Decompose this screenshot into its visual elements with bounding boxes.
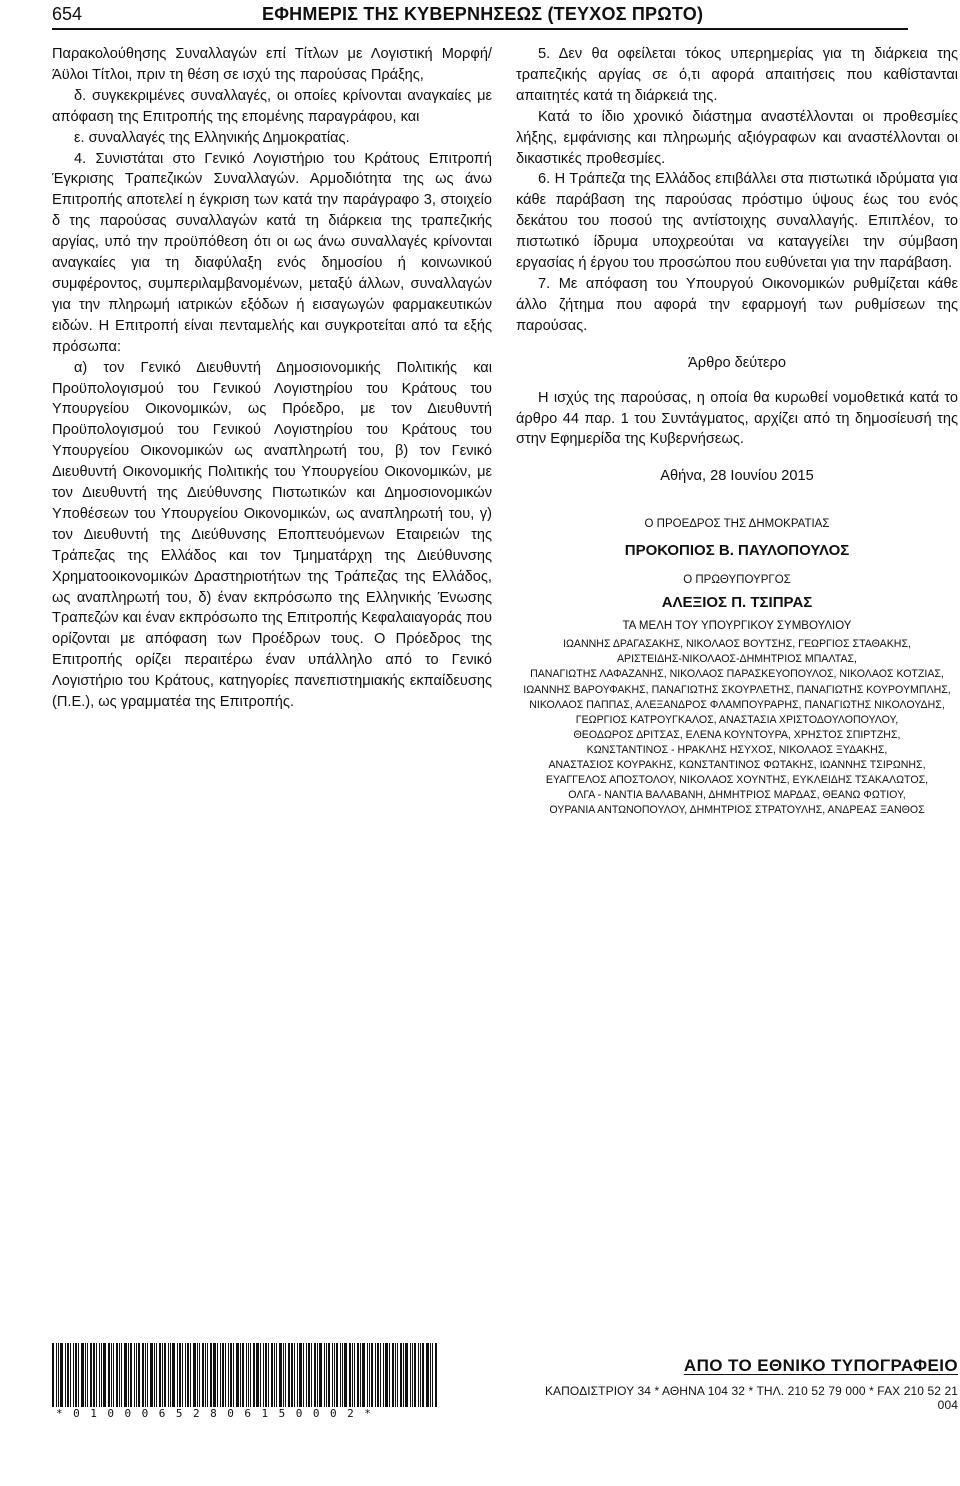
barcode-bar [418, 1343, 419, 1407]
barcode-bar [403, 1343, 404, 1407]
member-line: ΠΑΝΑΓΙΩΤΗΣ ΛΑΦΑΖΑΝΗΣ, ΝΙΚΟΛΑΟΣ ΠΑΡΑΣΚΕΥΟΠΟΥΛΟΣ, ΝΙΚΟΛΑΟΣ ΚΟΤΖΙΑΣ, [530, 668, 944, 681]
barcode-bar [103, 1343, 106, 1407]
barcode-bar [340, 1343, 341, 1407]
member-line: ΙΩΑΝΝΗΣ ΒΑΡΟΥΦΑΚΗΣ, ΠΑΝΑΓΙΩΤΗΣ ΣΚΟΥΡΛΕΤΗΣ, ΠΑΝΑΓΙΩΤΗΣ ΚΟΥΡΟΥΜΠΛΗΣ, [523, 683, 951, 696]
barcode-bar [85, 1343, 86, 1407]
barcode-bar [303, 1343, 304, 1407]
barcode-bar [371, 1343, 373, 1407]
barcode-bar [128, 1343, 129, 1407]
barcode-bar [385, 1343, 388, 1407]
barcode-bar [205, 1343, 206, 1407]
barcode-bar [311, 1343, 312, 1407]
barcode-bar [297, 1343, 298, 1407]
barcode-bar [121, 1343, 122, 1407]
barcode-bar [430, 1343, 431, 1407]
footer-title: ΑΠΟ ΤΟ ΕΘΝΙΚΟ ΤΥΠΟΓΡΑΦΕΙΟ [683, 1356, 958, 1375]
pm-title: Ο ΠΡΩΘΥΠΟΥΡΓΟΣ [683, 574, 791, 587]
barcode-bar [324, 1343, 325, 1407]
barcode-bar [56, 1343, 57, 1407]
barcode-bar [185, 1343, 186, 1407]
barcode-bar [268, 1343, 269, 1407]
barcode-bar [136, 1343, 137, 1407]
barcode-bar [336, 1343, 338, 1407]
member-line: ΓΕΩΡΓΙΟΣ ΚΑΤΡΟΥΓΚΑΛΟΣ, ΑΝΑΣΤΑΣΙΑ ΧΡΙΣΤΟΔΟΥΛΟΠΟΥΛΟΥ, [575, 713, 899, 726]
barcode-bar [199, 1343, 200, 1407]
barcode-bar [170, 1343, 171, 1407]
barcode-bar [65, 1343, 66, 1407]
barcode-bar [111, 1343, 112, 1407]
barcode-bar [164, 1343, 166, 1407]
barcode-bar [352, 1343, 353, 1407]
barcode-bar [168, 1343, 169, 1407]
barcode-bar [90, 1343, 92, 1407]
barcode-bar [154, 1343, 155, 1407]
date-place: Αθήνα, 28 Ιουνίου 2015 [660, 468, 814, 485]
cabinet-title: ΤΑ ΜΕΛΗ ΤΟΥ ΥΠΟΥΡΓΙΚΟΥ ΣΥΜΒΟΥΛΙΟΥ [622, 620, 852, 633]
barcode-bar [230, 1343, 232, 1407]
barcode-bar [93, 1343, 95, 1407]
barcode-bar [253, 1343, 255, 1407]
paragraph: 6. Η Τράπεζα της Ελλάδος επιβάλλει στα πιστωτικά ιδρύματα για κάθε παράβαση της παρούσας πρόστιμο ύψους έως του ενός δεκάτου του ποσού της αντίστοιχης συναλλαγής. Επιπλέον, το πιστωτικό ίδρυμα υποχρεούται να καταγγείλει την σύμβαση εργασίας ή έργου του προσώπου που ευθύνεται για την παράβαση. [516, 171, 958, 272]
barcode-bar [294, 1343, 295, 1407]
barcode-bar [222, 1343, 224, 1407]
barcode-bar [357, 1343, 359, 1407]
member-line: ΘΕΟΔΩΡΟΣ ΔΡΙΤΣΑΣ, ΕΛΕΝΑ ΚΟΥΝΤΟΥΡΑ, ΧΡΗΣΤΟΣ ΣΠΙΡΤΖΗΣ, [573, 728, 901, 741]
barcode-bar [108, 1343, 110, 1407]
barcode-bar [332, 1343, 333, 1407]
barcode-bar [288, 1343, 290, 1407]
member-line: ΑΝΑΣΤΑΣΙΟΣ ΚΟΥΡΑΚΗΣ, ΚΩΝΣΤΑΝΤΙΝΟΣ ΦΩΤΑΚΗΣ, ΙΩΑΝΝΗΣ ΤΣΙΡΩΝΗΣ, [548, 759, 926, 772]
barcode-bar [354, 1343, 355, 1407]
barcode-bar [432, 1343, 433, 1407]
barcode-bar [412, 1343, 413, 1407]
barcode-bar [172, 1343, 175, 1407]
barcode-bar [260, 1343, 261, 1407]
barcode-bar [369, 1343, 370, 1407]
barcode-bar [96, 1343, 97, 1407]
barcode-bar [306, 1343, 307, 1407]
barcode-bar [263, 1343, 264, 1407]
footer-address: ΚΑΠΟΔΙΣΤΡΙΟΥ 34 * ΑΘΗΝΑ 104 32 * ΤΗΛ. 210 52 79 000 * FAX 210 52 21 004 [544, 1384, 958, 1412]
barcode-bar [220, 1343, 221, 1407]
member-line: ΟΥΡΑΝΙΑ ΑΝΤΩΝΟΠΟΥΛΟΥ, ΔΗΜΗΤΡΙΟΣ ΣΤΡΑΤΟΥΛΗΣ, ΑΝΔΡΕΑΣ ΞΑΝΘΟΣ [549, 804, 925, 817]
member-line: ΑΡΙΣΤΕΙΔΗΣ-ΝΙΚΟΛΑΟΣ-ΔΗΜΗΤΡΙΟΣ ΜΠΑΛΤΑΣ, [616, 653, 857, 666]
member-line: ΝΙΚΟΛΑΟΣ ΠΑΠΠΑΣ, ΑΛΕΞΑΝΔΡΟΣ ΦΛΑΜΠΟΥΡΑΡΗΣ, ΠΑΝΑΓΙΩΤΗΣ ΝΙΚΟΛΟΥΔΗΣ, [529, 698, 945, 711]
barcode-bar [177, 1343, 178, 1407]
paragraph: δ. συγκεκριμένες συναλλαγές, οι οποίες κρίνονται αναγκαίες με απόφαση της Επιτροπής της επομένης παραγράφου, και [52, 87, 492, 125]
barcode-bar [426, 1343, 429, 1407]
paragraph: Παρακολούθησης Συναλλαγών επί Τίτλων με Λογιστική Μορφή/Άϋλοι Τίτλοι, πριν τη θέση σε ισχύ της παρούσας Πράξης, [52, 46, 492, 83]
barcode-bar [52, 1343, 54, 1407]
barcode-bar [101, 1343, 102, 1407]
barcode [52, 1343, 486, 1419]
barcode-bar [256, 1343, 259, 1407]
member-line: ΟΛΓΑ - ΝΑΝΤΙΑ ΒΑΛΑΒΑΝΗ, ΔΗΜΗΤΡΙΟΣ ΜΑΡΔΑΣ, ΘΕΑΝΩ ΦΩΤΙΟΥ, [568, 789, 906, 802]
article-heading: Άρθρο δεύτερο [688, 354, 786, 371]
barcode-bar [276, 1343, 277, 1407]
pm-name: ΑΛΕΞΙΟΣ Π. ΤΣΙΠΡΑΣ [661, 594, 813, 612]
barcode-bar [159, 1343, 161, 1407]
barcode-bar [414, 1343, 416, 1407]
barcode-bar [377, 1343, 379, 1407]
barcode-digits: *01000652806150002* [56, 1407, 382, 1420]
president-title: Ο ΠΡΟΕΔΡΟΣ ΤΗΣ ΔΗΜΟΚΡΑΤΙΑΣ [644, 518, 830, 530]
barcode-bar [326, 1343, 327, 1407]
gazette-title: ΕΦΗΜΕΡΙΣ ΤΗΣ ΚΥΒΕΡΝΗΣΕΩΣ (ΤΕΥΧΟΣ ΠΡΩΤΟ) [262, 4, 704, 24]
barcode-bar [389, 1343, 390, 1407]
barcode-bar [246, 1343, 247, 1407]
barcode-bar [207, 1343, 208, 1407]
barcode-bar [75, 1343, 77, 1407]
barcode-bar [225, 1343, 226, 1407]
barcode-bar [367, 1343, 368, 1407]
barcode-bar [99, 1343, 100, 1407]
member-line: ΚΩΝΣΤΑΝΤΙΝΟΣ - ΗΡΑΚΛΗΣ ΗΣΥΧΟΣ, ΝΙΚΟΛΑΟΣ ΞΥΔΑΚΗΣ, [586, 743, 888, 756]
barcode-bar [202, 1343, 204, 1407]
barcode-bar [392, 1343, 394, 1407]
barcode-bar [383, 1343, 384, 1407]
barcode-bars [52, 1343, 486, 1407]
barcode-bar [250, 1343, 251, 1407]
barcode-bar [210, 1343, 212, 1407]
paragraph: 5. Δεν θα οφείλεται τόκος υπερημερίας για τη διάρκεια της τραπεζικής αργίας σε ό,τι αφορά απαιτήσεις που καθίστανται απαιτητές κατά τη διάρκειά της. [516, 46, 958, 104]
barcode-bar [410, 1343, 411, 1407]
paragraph: Κατά το ίδιο χρονικό διάστημα αναστέλλονται οι προθεσμίες λήξης, εμφάνισης και πληρωμής αξιόγραφων και αναστέλλονται οι δικαστικές προθεσμίες. [516, 108, 958, 167]
barcode-bar [73, 1343, 74, 1407]
barcode-bar [242, 1343, 244, 1407]
article-text: Η ισχύς της παρούσας, η οποία θα κυρωθεί νομοθετικά κατά το άρθρο 44 παρ. 1 του Συντάγματος, αρχίζει από τη δημοσίευσή της στην Εφημερίδα της Κυβερνήσεως. [516, 389, 958, 448]
barcode-bar [344, 1343, 347, 1407]
left-column [52, 44, 492, 713]
barcode-bar [193, 1343, 196, 1407]
barcode-bar [375, 1343, 376, 1407]
barcode-bar [81, 1343, 84, 1407]
barcode-bar [349, 1343, 351, 1407]
barcode-bar [240, 1343, 241, 1407]
barcode-bar [274, 1343, 275, 1407]
barcode-bar [116, 1343, 118, 1407]
paragraph: 4. Συνιστάται στο Γενικό Λογιστήριο του Κράτους Επιτροπή Έγκρισης Τραπεζικών Συναλλαγών. Αρμοδιότητα της ως άνω Επιτροπής αποτελεί η έγκριση των κατά την παράγραφο 3, στοιχείο δ της παρούσας συναλλαγών κατά τη διάρκεια της τραπεζικής αργίας, υπό την προϋπόθεση ότι οι ως άνω συναλλαγές κρίνονται αναγκαίες για τη διαφύλαξη ενός δημοσίου ή κοινωνικού συμφέροντος, συμπεριλαμβανομένων, μεταξύ άλλων, συναλλαγών για την πληρωμή ιατρικών εξόδων ή εισαγωγών φαρμακευτικών ειδών. Η Επιτροπή είναι πενταμελής και συγκροτείται από τα εξής πρόσωπα: [52, 150, 492, 355]
barcode-bar [78, 1343, 79, 1407]
barcode-bar [397, 1343, 398, 1407]
paragraph: 7. Με απόφαση του Υπουργού Οικονομικών ρυθμίζεται κάθε άλλο ζήτημα που αφορά την εφαρμογή των ρυθμίσεων της παρούσας. [516, 275, 958, 334]
barcode-bar [179, 1343, 181, 1407]
barcode-bar [124, 1343, 127, 1407]
barcode-bar [400, 1343, 402, 1407]
barcode-bar [342, 1343, 343, 1407]
barcode-bar [248, 1343, 249, 1407]
barcode-bar [317, 1343, 318, 1407]
barcode-bar [435, 1343, 437, 1407]
barcode-bar [283, 1343, 284, 1407]
printing-office-footer [530, 1356, 958, 1412]
signature-block [516, 517, 958, 818]
barcode-bar [119, 1343, 120, 1407]
barcode-bar [380, 1343, 381, 1407]
barcode-bar [70, 1343, 71, 1407]
page-number: 654 [52, 4, 83, 24]
barcode-bar [405, 1343, 408, 1407]
barcode-bar [314, 1343, 316, 1407]
barcode-bar [422, 1343, 424, 1407]
barcode-bar [113, 1343, 114, 1407]
barcode-bar [150, 1343, 153, 1407]
barcode-bar [182, 1343, 183, 1407]
paragraph: α) τον Γενικό Διευθυντή Δημοσιονομικής Πολιτικής και Προϋπολογισμού του Γενικού Λογιστηρίου του Κράτους του Υπουργείου Οικονομικών, ως Πρόεδρο, με τον Διευθυντή Προϋπολογισμού του Γενικού Λογιστηρίου του Κράτους του Υπουργείου Οικονομικών ως αναπληρωτή του, β) τον Γενικό Διευθυντή Οικονομικής Πολιτικής του Υπουργείου Οικονομικών, με τον Διευθυντή της Διεύθυνσης Πιστωτικών και Δημοσιονομικών Υποθέσεων του Υπουργείου Οικονομικών, ως αναπληρωτή του, γ) τον Διευθυντή της Διεύθυνσης Εποπτευόμενων Εταιρειών της Τράπεζας της Ελλάδος και τον Τμηματάρχη της Διεύθυνσης Χρηματοοικονομικών Δραστηριοτήτων της Τράπεζας της Ελλάδος, ως αναπληρωτή του, δ) έναν εκπρόσωπο της Ελληνικής Ένωσης Τραπεζών και έναν εκπρόσωπο της Επιτροπής Κεφαλαιαγοράς που ορίζονται με απόφαση των Προέδρων τους. Ο Πρόεδρος της Επιτροπής ορίζει περαιτέρω έναν υπάλληλο από το Γενικό Λογιστήριο του Κράτους, κατηγορίες πανεπιστημιακής εκπαίδευσης (Π.Ε.), ως γραμματέα της Επιτροπής. [52, 359, 492, 711]
barcode-bar [233, 1343, 234, 1407]
barcode-bar [334, 1343, 335, 1407]
barcode-bar [228, 1343, 229, 1407]
page-header [52, 2, 908, 30]
barcode-bar [190, 1343, 191, 1407]
barcode-bar [308, 1343, 310, 1407]
barcode-bar [420, 1343, 421, 1407]
barcode-bar [299, 1343, 302, 1407]
barcode-bar [145, 1343, 146, 1407]
barcode-bar [265, 1343, 267, 1407]
right-column [516, 44, 958, 487]
barcode-bar [138, 1343, 140, 1407]
cabinet-members [516, 637, 958, 818]
barcode-bar [271, 1343, 273, 1407]
barcode-bar [197, 1343, 198, 1407]
barcode-bar [291, 1343, 293, 1407]
paragraph: ε. συναλλαγές της Ελληνικής Δημοκρατίας. [74, 129, 350, 146]
barcode-bar [147, 1343, 148, 1407]
barcode-bar [58, 1343, 59, 1407]
member-line: ΙΩΑΝΝΗΣ ΔΡΑΓΑΣΑΚΗΣ, ΝΙΚΟΛΑΟΣ ΒΟΥΤΣΗΣ, ΓΕΩΡΓΙΟΣ ΣΤΑΘΑΚΗΣ, [563, 638, 911, 651]
barcode-bar [328, 1343, 330, 1407]
barcode-bar [395, 1343, 396, 1407]
barcode-bar [319, 1343, 322, 1407]
barcode-bar [279, 1343, 282, 1407]
barcode-bar [360, 1343, 361, 1407]
barcode-bar [362, 1343, 365, 1407]
barcode-bar [285, 1343, 286, 1407]
barcode-bar [162, 1343, 163, 1407]
barcode-bar [213, 1343, 216, 1407]
barcode-bar [67, 1343, 69, 1407]
president-name: ΠΡΟΚΟΠΙΟΣ Β. ΠΑΥΛΟΠΟΥΛΟΣ [624, 542, 850, 560]
barcode-bar [134, 1343, 135, 1407]
barcode-bar [87, 1343, 88, 1407]
barcode-bar [142, 1343, 144, 1407]
barcode-bar [217, 1343, 218, 1407]
barcode-bar [187, 1343, 189, 1407]
member-line: ΕΥΑΓΓΕΛΟΣ ΑΠΟΣΤΟΛΟΥ, ΝΙΚΟΛΑΟΣ ΧΟΥΝΤΗΣ, ΕΥΚΛΕΙΔΗΣ ΤΣΑΚΑΛΩΤΟΣ, [545, 774, 929, 787]
barcode-bar [156, 1343, 157, 1407]
barcode-bar [130, 1343, 132, 1407]
barcode-bar [60, 1343, 63, 1407]
barcode-bar [236, 1343, 239, 1407]
